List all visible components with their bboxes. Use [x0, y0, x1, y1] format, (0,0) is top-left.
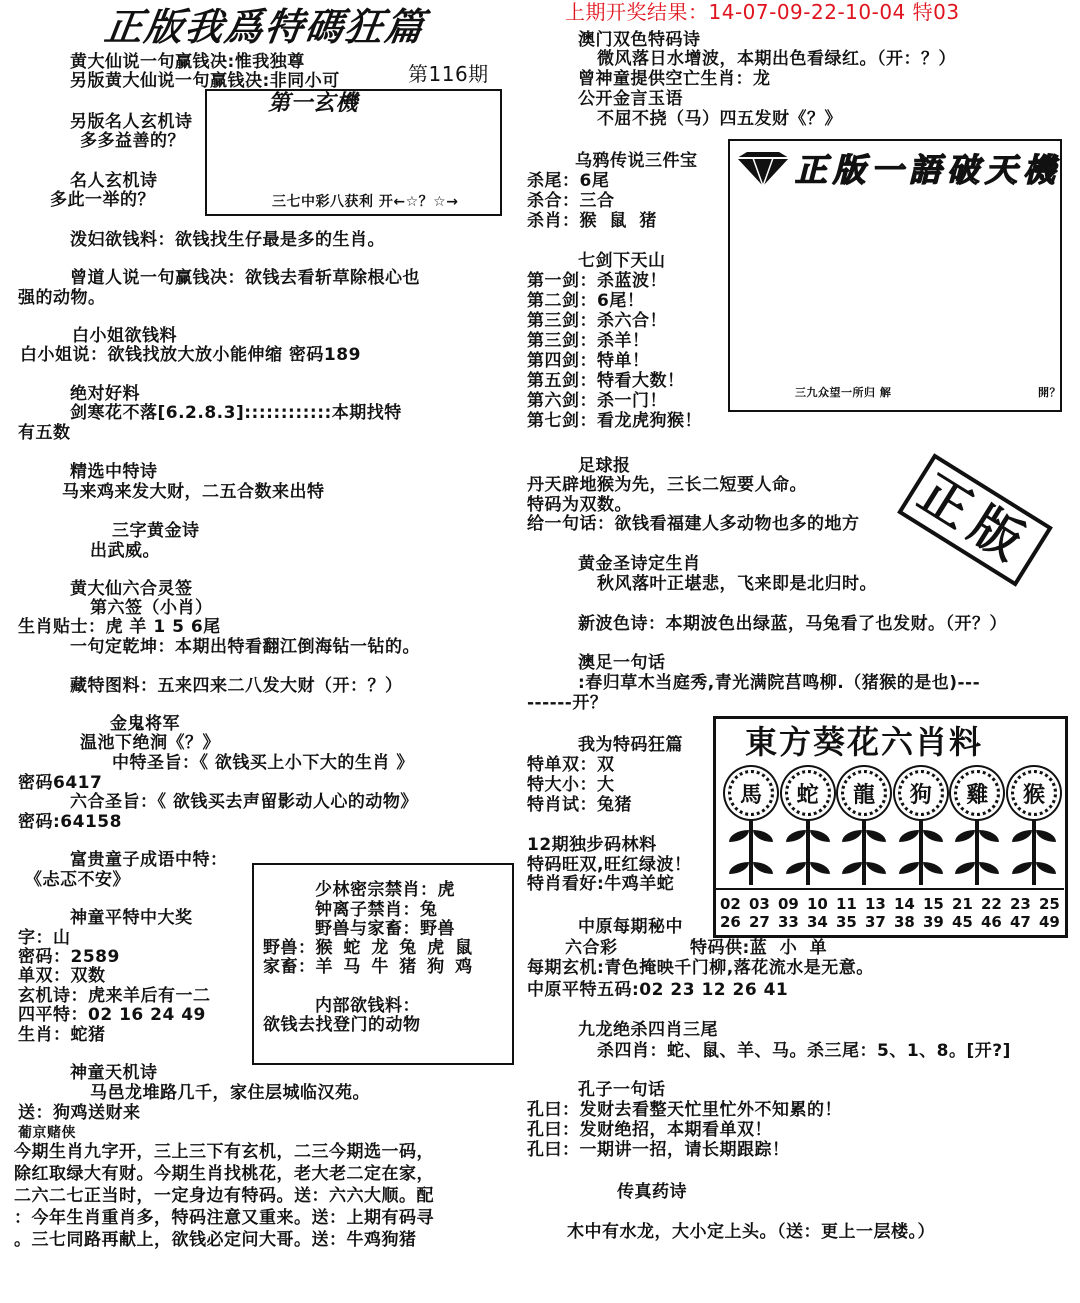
page-title: 正版我爲特碼狂篇	[101, 5, 429, 49]
diamond-icon	[733, 150, 793, 188]
leaf	[842, 862, 862, 874]
section-heading: 白小姐欲钱料	[72, 326, 177, 346]
text-line: 野兽：猴 蛇 龙 兔 虎 鼠	[263, 938, 473, 958]
text-line: 新波色诗：本期波色出绿蓝，马兔看了也发财。（开？）	[578, 614, 1007, 634]
leaf	[786, 862, 806, 874]
number-cell: 47	[1010, 913, 1031, 931]
number-cell: 49	[1039, 913, 1060, 931]
text-line: 马来鸡来发大财，二五合数来出特	[62, 482, 325, 502]
section-heading: 葡京赌侠	[18, 1125, 76, 1141]
leaf	[955, 830, 975, 842]
text-line: 玄机诗：虎来羊后有一二	[18, 986, 211, 1006]
section-heading: 中原每期秘中	[578, 917, 683, 937]
number-cell: 03	[749, 895, 770, 913]
text-line: 。三七同路再献上，欲钱必定问大哥。送：牛鸡狗猪	[14, 1230, 417, 1250]
text-line: 泼妇欲钱料：欲钱找生仔最是多的生肖。	[70, 230, 385, 250]
section-heading: 黄金圣诗定生肖	[578, 554, 701, 574]
text-line: 特肖试：兔猪	[527, 795, 632, 815]
text-line: ：今年生肖重肖多，特码注意又重来。送：上期有码寻	[14, 1208, 434, 1228]
text-line: 送：狗鸡送财来	[18, 1103, 141, 1123]
number-cell: 45	[952, 913, 973, 931]
text-line: 微风落日水增波，本期出色看绿红。（开：？）	[597, 49, 956, 69]
leaf	[866, 830, 886, 842]
sunflower-zodiac: 蛇	[785, 770, 831, 816]
huang-quote-2: 另版黄大仙说一句赢钱决:非同小可	[70, 71, 340, 91]
leaf	[979, 830, 999, 842]
text-line: 生肖：蛇猪	[18, 1025, 106, 1045]
leaf	[1012, 830, 1032, 842]
text-line: 密码6417	[18, 773, 103, 793]
text-line: 六合圣旨：《 欲钱买去声留影动人心的动物》	[70, 792, 418, 812]
text-line: 第二剑：6尾！	[527, 291, 645, 311]
section-heading: 我为特码狂篇	[578, 735, 683, 755]
poem-text: 多此一举的？	[50, 190, 155, 210]
sunflower	[838, 770, 890, 885]
leaf	[729, 830, 749, 842]
text-line: :春归草木当庭秀,青光满院莒鸣柳.（猪猴的是也)---	[578, 673, 981, 693]
text-line: 钟离子禁肖：兔	[315, 900, 438, 920]
section-heading: 富贵童子成语中特：	[70, 850, 228, 870]
number-cell: 34	[807, 913, 828, 931]
text-line: 杀四肖：蛇、鼠、羊、马。杀三尾：5、1、8。[开?]	[597, 1041, 1011, 1061]
section-heading: 孔子一句话	[578, 1080, 666, 1100]
leaf	[1036, 830, 1056, 842]
text-line: 野兽与家畜：野兽	[315, 919, 455, 939]
text-line: 六合彩	[565, 938, 618, 958]
sunflower	[725, 770, 777, 885]
poem-heading: 另版名人玄机诗	[70, 112, 193, 132]
number-cell: 21	[952, 895, 973, 913]
text-line: 给一句话：欲钱看福建人多动物也多的地方	[527, 514, 860, 534]
section-heading: 九龙绝杀四肖三尾	[578, 1020, 718, 1040]
text-line: 剑寒花不落[6.2.8.3]::::::::::::本期找特	[70, 403, 402, 423]
number-cell: 02	[720, 895, 741, 913]
poem-text: 多多益善的？	[80, 131, 185, 151]
text-line: 家畜：羊 马 牛 猪 狗 鸡	[263, 957, 473, 977]
leaf	[899, 862, 919, 874]
number-cell: 37	[865, 913, 886, 931]
leaf	[899, 830, 919, 842]
section-heading: 七剑下天山	[578, 251, 666, 271]
text-line: 特肖看好:牛鸡羊蛇	[527, 874, 675, 894]
text-line: ------开？	[527, 693, 608, 713]
one-word-footer: 三九众望一所归 解	[795, 386, 892, 399]
text-line: 孔曰：一期讲一招，请长期跟踪！	[527, 1140, 790, 1160]
text-line: 第五剑：特看大数！	[527, 371, 685, 391]
number-cell: 38	[894, 913, 915, 931]
section-heading: 足球报	[578, 456, 631, 476]
text-line: 秋风落叶正堪悲，飞来即是北归时。	[597, 574, 877, 594]
authentic-stamp: 正版	[897, 453, 1053, 587]
stem	[806, 820, 810, 885]
sunflower	[1008, 770, 1060, 885]
number-cell: 15	[923, 895, 944, 913]
section-heading: 精选中特诗	[70, 462, 158, 482]
text-line: 木中有水龙，大小定上头。（送：更上一层楼。）	[567, 1222, 935, 1242]
text-line: 曾神童提供空亡生肖：龙	[578, 69, 771, 89]
text-line: 密码:64158	[18, 812, 122, 832]
number-cell: 14	[894, 895, 915, 913]
text-line: 特码旺双,旺红绿波！	[527, 855, 692, 875]
text-line: 丹天辟地猴为先，三长二短要人命。	[527, 475, 807, 495]
text-line: 第七剑：看龙虎狗猴！	[527, 411, 702, 431]
poem-heading: 名人玄机诗	[70, 171, 158, 191]
section-heading: 12期独步码林料	[527, 835, 657, 855]
leaf	[729, 862, 749, 874]
text-line: 一句定乾坤：本期出特看翻江倒海钻一钻的。	[70, 637, 420, 657]
sunflower-zodiac: 馬	[728, 770, 774, 816]
leaf	[923, 830, 943, 842]
issue-number: 第116期	[408, 62, 489, 86]
number-cell: 23	[1010, 895, 1031, 913]
text-line: 孔曰：发财绝招，本期看单双！	[527, 1120, 772, 1140]
text-line: 第三剑：杀六合！	[527, 311, 667, 331]
leaf	[923, 862, 943, 874]
leaf	[979, 862, 999, 874]
divider	[715, 888, 1064, 890]
sunflower-numbers	[720, 895, 1060, 931]
number-cell: 22	[981, 895, 1002, 913]
text-line: 特码为双数。	[527, 495, 632, 515]
section-heading: 绝对好料	[70, 384, 140, 404]
number-cell: 39	[923, 913, 944, 931]
number-cell: 25	[1039, 895, 1060, 913]
sunflower	[895, 770, 947, 885]
sunflower-title: 東方葵花六肖料	[745, 723, 984, 761]
text-line: 生肖贴士：虎 羊 1 5 6尾	[18, 617, 221, 637]
text-line: 少林密宗禁肖：虎	[315, 880, 455, 900]
leaf	[810, 862, 830, 874]
one-word-title: 正版一語破天機	[795, 151, 1062, 189]
section-heading: 传真药诗	[617, 1182, 687, 1202]
text-line: 二六二七正当时，一定身边有特码。送：六六大顺。配	[14, 1186, 434, 1206]
number-cell: 11	[836, 895, 857, 913]
text-line: 第四剑：特单！	[527, 351, 650, 371]
leaf	[955, 862, 975, 874]
number-cell: 10	[807, 895, 828, 913]
number-row	[720, 895, 1060, 913]
section-heading: 公开金言玉语	[578, 89, 683, 109]
text-line: 内部欲钱料：	[315, 996, 420, 1016]
text-line: 四平特：02 16 24 49	[18, 1005, 206, 1025]
sunflower	[951, 770, 1003, 885]
sunflower-zodiac: 龍	[841, 770, 887, 816]
text-line: 《忐忑不安》	[25, 870, 130, 890]
first-mystery-title: 第一玄機	[268, 91, 359, 116]
text-line: 杀肖：猴 鼠 猪	[527, 211, 657, 231]
first-mystery-footer: 三七中彩八获利 开←☆？☆→	[272, 194, 459, 210]
text-line: 第一剑：杀蓝波！	[527, 271, 667, 291]
leaf	[842, 830, 862, 842]
huang-quote-1: 黄大仙说一句赢钱决:惟我独尊	[70, 52, 305, 72]
leaf	[1012, 862, 1032, 874]
sunflower	[782, 770, 834, 885]
text-line: 杀合：三合	[527, 191, 615, 211]
last-result-banner: 上期开奖结果：14-07-09-22-10-04 特03	[565, 0, 960, 24]
number-cell: 27	[749, 913, 770, 931]
text-line: 强的动物。	[18, 288, 106, 308]
text-line: 杀尾：6尾	[527, 171, 610, 191]
leaf	[866, 862, 886, 874]
text-line: 第六剑：杀一门！	[527, 391, 667, 411]
one-word-open: 開？	[1038, 386, 1061, 399]
text-line: 曾道人说一句赢钱决：欲钱去看斩草除根心也	[70, 268, 420, 288]
number-cell: 33	[778, 913, 799, 931]
text-line: 特大小：大	[527, 775, 615, 795]
text-line: 不屈不挠（马）四五发财《？》	[597, 109, 842, 129]
text-line: 孔曰：发财去看整天忙里忙外不知累的！	[527, 1100, 842, 1120]
text-line: 出武威。	[90, 541, 160, 561]
text-line: 每期玄机:青色掩映千门柳,落花流水是无意。	[527, 958, 874, 978]
section-heading: 神童平特中大奖	[70, 908, 193, 928]
section-heading: 三字黄金诗	[112, 521, 200, 541]
leaf	[1036, 862, 1056, 874]
number-cell: 09	[778, 895, 799, 913]
number-row	[720, 913, 1060, 931]
text-line: 白小姐说：欲钱找放大放小能伸缩 密码189	[20, 345, 361, 365]
text-line: 密码：2589	[18, 947, 120, 967]
number-cell: 46	[981, 913, 1002, 931]
text-line: 今期生肖九字开，三上三下有玄机，二三今期选一码，	[14, 1142, 434, 1162]
text-line: 单双：双数	[18, 966, 106, 986]
text-line: 除红取绿大有财。今期生肖找桃花，老大老二定在家，	[14, 1164, 434, 1184]
text-line: 中原平特五码:02 23 12 26 41	[527, 980, 789, 1000]
section-heading: 神童天机诗	[70, 1063, 158, 1083]
sunflower-row	[725, 770, 1060, 885]
text-line: 欲钱去找登门的动物	[263, 1015, 421, 1035]
sunflower-zodiac: 猴	[1011, 770, 1057, 816]
section-heading: 澳足一句话	[578, 653, 666, 673]
leaf	[786, 830, 806, 842]
section-heading: 乌鸦传说三件宝	[575, 151, 698, 171]
text-line: 字：山	[18, 928, 71, 948]
text-line: 第六签（小肖）	[90, 598, 213, 618]
text-line: 特码供:蓝 小 单	[690, 938, 828, 958]
sunflower-zodiac: 狗	[898, 770, 944, 816]
leaf	[753, 862, 773, 874]
text-line: 特单双：双	[527, 755, 615, 775]
number-cell: 26	[720, 913, 741, 931]
text-line: 温池下绝涧《？》	[80, 733, 220, 753]
text-line: 马邑龙堆路几千，家住层城临汉苑。	[90, 1083, 370, 1103]
number-cell: 35	[836, 913, 857, 931]
sunflower-zodiac: 雞	[954, 770, 1000, 816]
leaf	[810, 830, 830, 842]
leaf	[753, 830, 773, 842]
section-heading: 黄大仙六合灵签	[70, 579, 193, 599]
text-line: 中特圣旨：《 欲钱买上小下大的生肖 》	[112, 753, 414, 773]
section-heading: 澳门双色特码诗	[578, 30, 701, 50]
number-cell: 13	[865, 895, 886, 913]
text-line: 藏特图料：五来四来二八发大财（开：？）	[70, 676, 403, 696]
text-line: 第三剑：杀羊！	[527, 331, 650, 351]
text-line: 有五数	[18, 423, 71, 443]
section-heading: 金鬼将军	[110, 714, 180, 734]
